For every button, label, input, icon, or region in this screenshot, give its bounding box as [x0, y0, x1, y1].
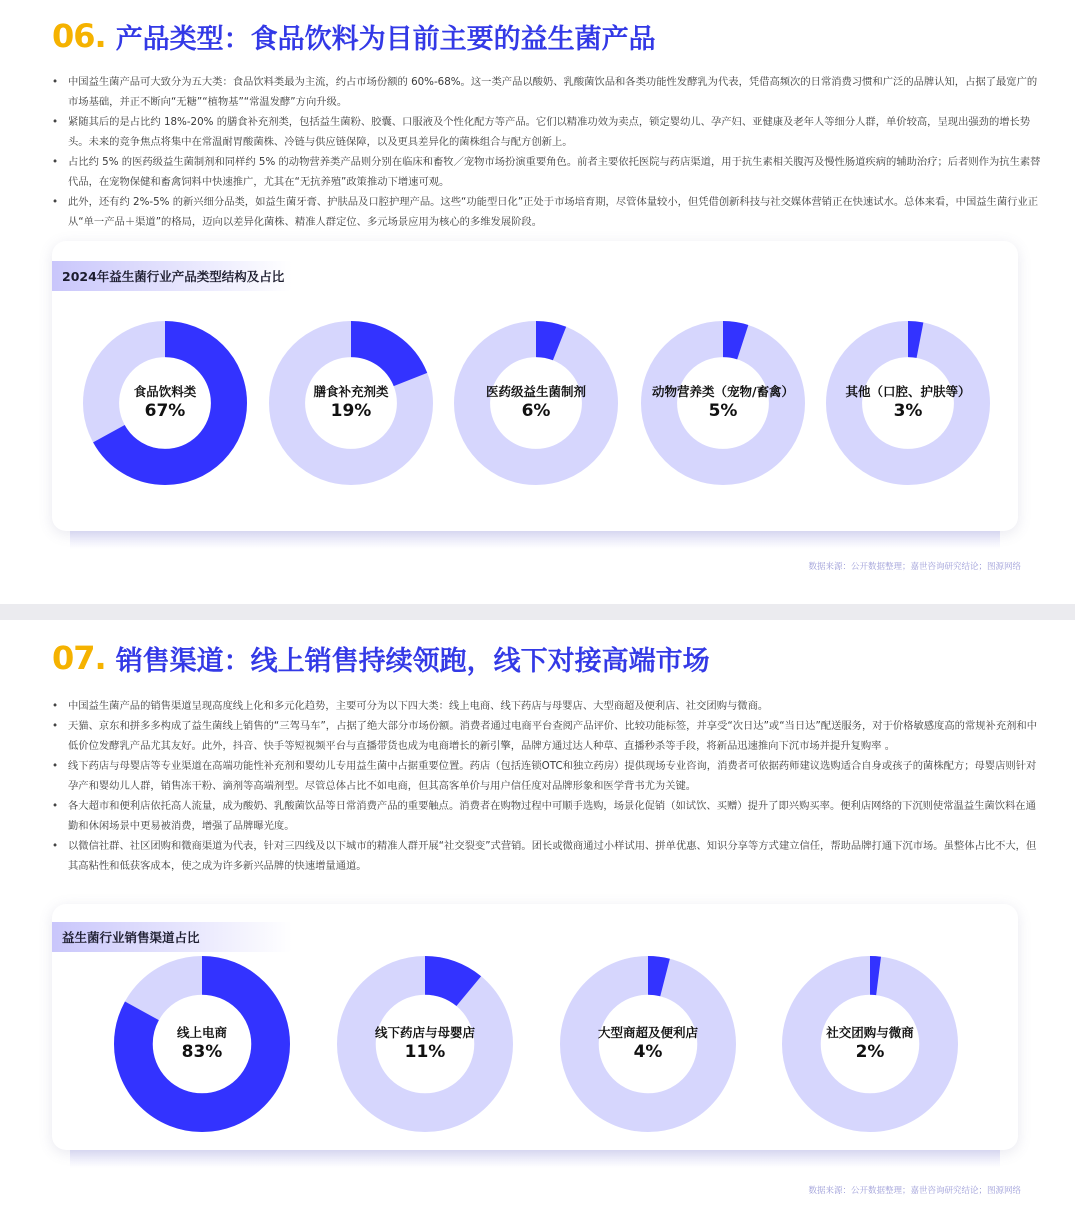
donut-chart: [560, 956, 736, 1132]
percent-label: 4%: [633, 1042, 663, 1062]
section-heading: 销售渠道：线上销售持续领跑，线下对接高端市场: [115, 645, 710, 677]
percent-label: 11%: [404, 1042, 446, 1062]
bullet-item: • 以微信社群、社区团购和微商渠道为代表，针对三四线及以下城市的精准人群开展“社交裂变”式营销。团长或微商通过小样试用、拼单优惠、知识分享等方式建立信任，帮助品牌打通下沉市场。虽整体占比不大，但其高粘性和低获客成本，使之成为许多新兴品牌的快速增量通道。: [68, 836, 1044, 876]
category-name: 大型商超及便利店: [597, 1025, 698, 1040]
category-name: 社交团购与微商: [826, 1025, 914, 1040]
category-name: 动物营养类（宠物/畜禽）: [651, 384, 795, 399]
category-name: 膳食补充剂类: [313, 384, 389, 399]
section-divider: [0, 604, 1075, 620]
percent-label: 67%: [144, 401, 186, 421]
bullet-item: • 紧随其后的是占比约 18%-20% 的膳食补充剂类，包括益生菌粉、胶囊、口服液及个性化配方等产品。它们以精准功效为卖点，锁定婴幼儿、孕产妇、亚健康及老年人等细分人群，单价较高，呈现出强劲的增长势头。未来的竞争焦点将集中在常温耐胃酸菌株、冷链与供应链保障，以及更具差异化的菌株组合与配方创新上。: [68, 112, 1044, 152]
donut-chart: [641, 321, 805, 485]
bullet-list: [52, 696, 1044, 876]
bullet-item: • 中国益生菌产品的销售渠道呈现高度线上化和多元化趋势，主要可分为以下四大类：线上电商、线下药店与母婴店、大型商超及便利店、社交团购与微商。: [68, 696, 1044, 716]
percent-label: 19%: [330, 401, 372, 421]
card-shadow: [70, 531, 1000, 549]
donut-label: [83, 321, 247, 485]
donut-chart: [826, 321, 990, 485]
donut-chart: [114, 956, 290, 1132]
chart-card: [52, 904, 1018, 1150]
donut-label: [454, 321, 618, 485]
data-source: 数据来源：公开数据整理；嘉世咨询研究结论；图源网络: [808, 1186, 1021, 1196]
bullet-item: • 此外，还有约 2%-5% 的新兴细分品类，如益生菌牙膏、护肤品及口腔护理产品。这些“功能型日化”正处于市场培育期，尽管体量较小，但凭借创新科技与社交媒体营销正在快速试水。总体来看，中国益生菌行业正从“单一产品＋渠道”的格局，迈向以差异化菌株、精准人群定位、多元场景应用为核心的多维发展阶段。: [68, 192, 1044, 232]
percent-label: 5%: [708, 401, 738, 421]
donut-label: [269, 321, 433, 485]
data-source: 数据来源：公开数据整理；嘉世咨询研究结论；图源网络: [808, 562, 1021, 572]
section-number: 07.: [52, 639, 106, 677]
category-name: 其他（口腔、护肤等）: [845, 384, 971, 399]
donut-chart: [337, 956, 513, 1132]
donut-chart: [454, 321, 618, 485]
chart-title: 益生菌行业销售渠道占比: [52, 922, 292, 952]
section-heading: 产品类型：食品饮料为目前主要的益生菌产品: [115, 23, 656, 55]
bullet-item: • 占比约 5% 的医药级益生菌制剂和同样约 5% 的动物营养类产品则分别在临床和畜牧／宠物市场扮演重要角色。前者主要依托医院与药店渠道，用于抗生素相关腹泻及慢性肠道疾病的辅助治疗；后者则作为抗生素替代品，在宠物保健和畜禽饲料中快速推广，尤其在“无抗养殖”政策推动下增速可观。: [68, 152, 1044, 192]
section-title: [52, 636, 710, 680]
category-name: 食品饮料类: [133, 384, 197, 399]
category-name: 线下药店与母婴店: [374, 1025, 475, 1040]
section-title: [52, 14, 656, 58]
donut-chart: [83, 321, 247, 485]
donut-label: [826, 321, 990, 485]
card-shadow: [70, 1150, 1000, 1168]
donut-label: [560, 956, 736, 1132]
category-name: 线上电商: [176, 1025, 227, 1040]
percent-label: 3%: [893, 401, 923, 421]
donut-chart: [269, 321, 433, 485]
bullet-item: • 各大超市和便利店依托高人流量，成为酸奶、乳酸菌饮品等日常消费产品的重要触点。消费者在购物过程中可顺手选购，场景化促销（如试饮、买赠）提升了即兴购买率。便利店网络的下沉则使常温益生菌饮料在通勤和休闲场景中更易被消费，增强了品牌曝光度。: [68, 796, 1044, 836]
donut-label: [114, 956, 290, 1132]
donut-label: [641, 321, 805, 485]
bullet-item: • 中国益生菌产品可大致分为五大类：食品饮料类最为主流，约占市场份额的 60%-68%。这一类产品以酸奶、乳酸菌饮品和各类功能性发酵乳为代表，凭借高频次的日常消费习惯和广泛的品牌认知，占据了最宽广的市场基础，并正不断向“无糖”“植物基”“常温发酵”方向升级。: [68, 72, 1044, 112]
chart-card: [52, 241, 1018, 531]
donut-chart: [782, 956, 958, 1132]
section-sales-channels: [0, 620, 1075, 1207]
section-number: 06.: [52, 17, 106, 55]
percent-label: 6%: [521, 401, 551, 421]
chart-title: 2024年益生菌行业产品类型结构及占比: [52, 261, 292, 291]
category-name: 医药级益生菌制剂: [485, 384, 586, 399]
donut-label: [782, 956, 958, 1132]
bullet-list: [52, 72, 1044, 232]
bullet-item: • 天猫、京东和拼多多构成了益生菌线上销售的“三驾马车”，占据了绝大部分市场份额。消费者通过电商平台查阅产品评价、比较功能标签，并享受“次日达”或“当日达”配送服务，对于价格敏感度高的常规补充剂和中低价位发酵乳产品尤其友好。此外，抖音、快手等短视频平台与直播带货也成为电商增长的新引擎，品牌方通过达人种草、直播秒杀等手段，将新品迅速推向下沉市场并提升复购率 。: [68, 716, 1044, 756]
bullet-item: • 线下药店与母婴店等专业渠道在高端功能性补充剂和婴幼儿专用益生菌中占据重要位置。药店（包括连锁OTC和独立药房）提供现场专业咨询，消费者可依据药师建议选购适合自身或孩子的菌株配方；母婴店则针对孕产和婴幼儿人群，销售冻干粉、滴剂等高端剂型。尽管总体占比不如电商，但其高客单价与用户信任度对品牌形象和医学背书尤为关键。: [68, 756, 1044, 796]
percent-label: 83%: [181, 1042, 223, 1062]
percent-label: 2%: [855, 1042, 885, 1062]
donut-label: [337, 956, 513, 1132]
